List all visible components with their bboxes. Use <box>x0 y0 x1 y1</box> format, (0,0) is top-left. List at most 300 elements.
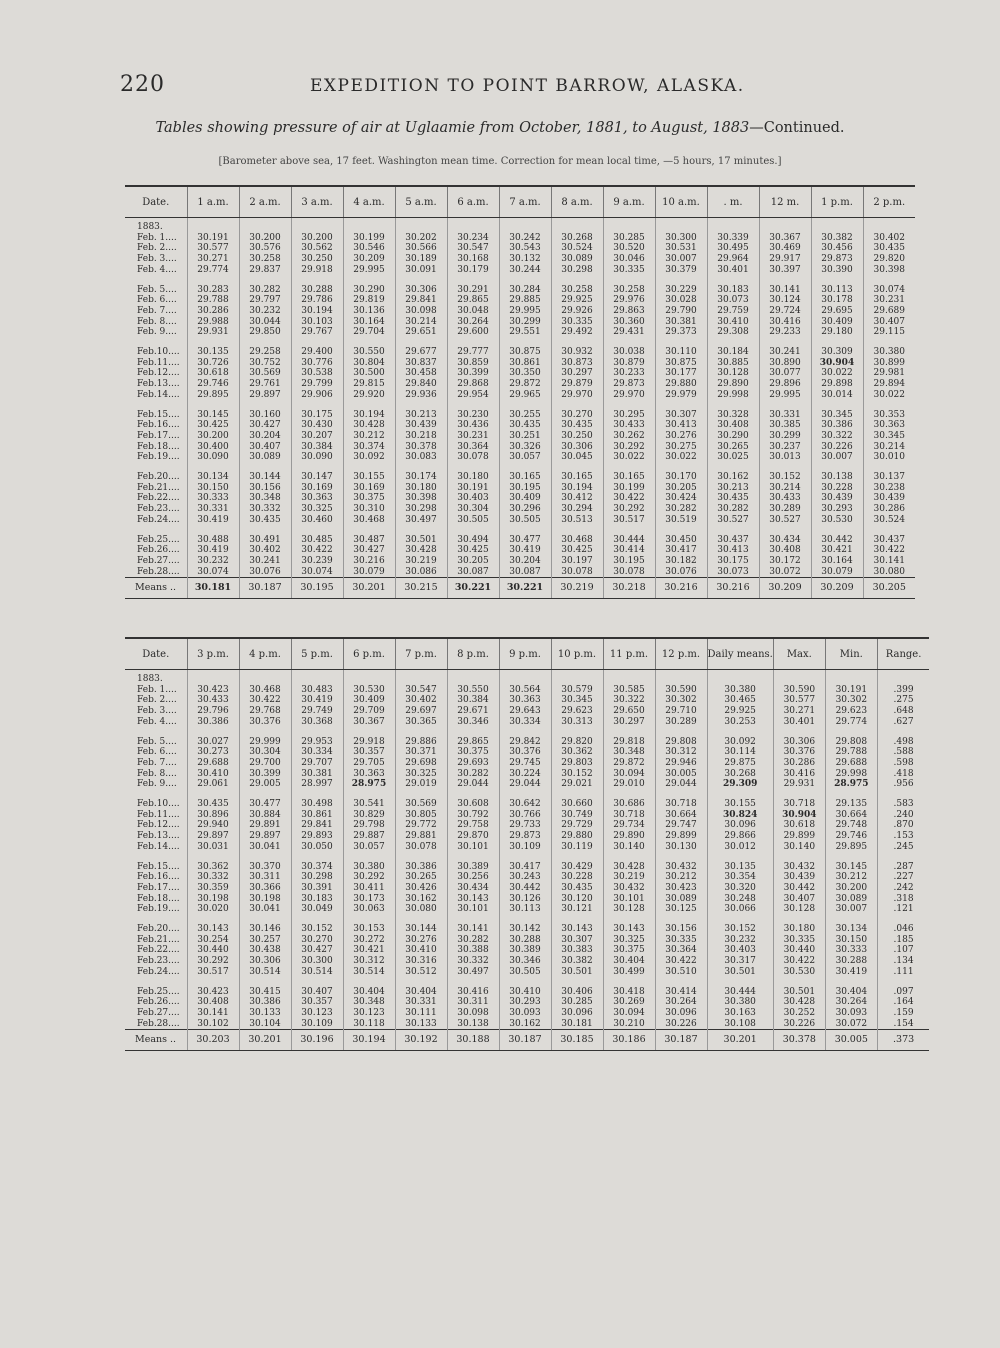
empty-cell <box>447 463 499 472</box>
value-cell: 30.406 <box>551 987 603 998</box>
value-cell: 30.408 <box>707 420 759 431</box>
value-cell: 30.306 <box>239 956 291 967</box>
value-cell: 30.199 <box>603 483 655 494</box>
value-cell: 30.428 <box>395 545 447 556</box>
value-cell: 29.880 <box>551 831 603 842</box>
value-cell: 30.256 <box>447 872 499 883</box>
value-cell: 30.299 <box>499 317 551 328</box>
value-cell: 29.897 <box>239 390 291 401</box>
value-cell: 30.426 <box>395 883 447 894</box>
empty-cell <box>551 218 603 233</box>
value-cell: 30.300 <box>291 956 343 967</box>
empty-cell <box>395 790 447 799</box>
empty-cell <box>499 463 551 472</box>
value-cell: .245 <box>893 841 914 852</box>
value-cell: 30.354 <box>707 872 773 883</box>
value-cell: 30.268 <box>551 233 603 244</box>
value-cell: 29.837 <box>239 265 291 276</box>
means-cell: 30.209 <box>811 578 863 599</box>
value-cell: 30.569 <box>395 799 447 810</box>
table-row <box>125 695 929 706</box>
value-cell: 29.258 <box>239 347 291 358</box>
value-cell: 30.079 <box>811 567 863 578</box>
value-cell: 29.918 <box>343 737 395 748</box>
empty-cell <box>759 463 811 472</box>
empty-cell <box>239 978 291 987</box>
table-row <box>125 347 915 358</box>
value-cell: 30.718 <box>655 799 707 810</box>
value-cell: 30.423 <box>655 883 707 894</box>
value-cell: .275 <box>893 695 914 706</box>
value-cell: 30.102 <box>187 1019 239 1030</box>
value-cell: .240 <box>893 809 914 820</box>
date-cell: Feb. 1.... <box>125 685 187 696</box>
value-cell: 30.103 <box>291 317 343 328</box>
table-row <box>125 717 929 728</box>
value-cell: 30.498 <box>291 799 343 810</box>
value-cell: 30.368 <box>291 717 343 728</box>
value-cell: 30.904 <box>773 810 825 821</box>
value-cell: 30.258 <box>239 254 291 265</box>
date-cell: Feb.26.... <box>125 997 187 1008</box>
value-cell: 29.920 <box>343 390 395 401</box>
column-header: 3 p.m. <box>187 638 239 670</box>
value-cell: 30.162 <box>499 1019 551 1030</box>
empty-cell <box>343 670 395 685</box>
empty-cell <box>343 728 395 737</box>
empty-cell <box>447 526 499 535</box>
value-cell: 30.547 <box>447 243 499 254</box>
value-cell: 30.401 <box>773 717 825 728</box>
group-gap <box>125 276 915 285</box>
value-cell: 30.028 <box>655 295 707 306</box>
value-cell: 30.160 <box>239 410 291 421</box>
value-cell: 30.080 <box>395 904 447 915</box>
empty-cell <box>187 670 239 685</box>
date-cell: Feb.16.... <box>125 420 187 431</box>
value-cell: 30.428 <box>773 997 825 1008</box>
empty-cell <box>551 915 603 924</box>
value-cell: 29.970 <box>551 390 603 401</box>
value-cell: 30.312 <box>655 747 707 758</box>
means-label: Means .. <box>125 578 187 599</box>
value-cell: 29.688 <box>825 758 877 769</box>
value-cell: 30.294 <box>551 504 603 515</box>
value-cell: 30.435 <box>551 883 603 894</box>
date-cell: Feb.24.... <box>125 967 187 978</box>
value-cell: 30.407 <box>773 894 825 905</box>
empty-cell <box>811 526 863 535</box>
value-cell: 30.513 <box>551 515 603 526</box>
empty-cell <box>551 276 603 285</box>
value-cell: 30.096 <box>551 1008 603 1019</box>
value-cell: 30.264 <box>825 997 877 1008</box>
empty-cell <box>655 218 707 233</box>
value-cell: 30.514 <box>343 967 395 978</box>
empty-cell <box>707 728 773 737</box>
value-cell: 30.427 <box>291 945 343 956</box>
empty-cell <box>239 218 291 233</box>
value-cell: 30.205 <box>655 483 707 494</box>
value-cell: 30.885 <box>707 358 759 369</box>
column-header: 7 p.m. <box>395 638 447 670</box>
value-cell: 30.214 <box>759 483 811 494</box>
value-cell: 30.439 <box>773 872 825 883</box>
value-cell: 30.290 <box>707 431 759 442</box>
value-cell: 29.135 <box>825 799 877 810</box>
value-cell: 30.244 <box>499 265 551 276</box>
value-cell: 30.143 <box>551 924 603 935</box>
value-cell: 29.019 <box>395 779 447 790</box>
means-cell: 30.216 <box>655 578 707 599</box>
empty-cell <box>603 915 655 924</box>
value-cell: 30.093 <box>825 1008 877 1019</box>
value-cell: 30.642 <box>499 799 551 810</box>
empty-cell <box>187 218 239 233</box>
empty-cell <box>707 978 773 987</box>
value-cell: 30.027 <box>187 737 239 748</box>
value-cell: 30.170 <box>655 472 707 483</box>
value-cell: 30.399 <box>447 368 499 379</box>
value-cell: 30.173 <box>343 894 395 905</box>
value-cell: 30.057 <box>499 452 551 463</box>
table-row <box>125 368 915 379</box>
value-cell: .956 <box>893 779 914 790</box>
value-cell: 30.253 <box>707 717 773 728</box>
value-cell: 30.320 <box>707 883 773 894</box>
value-cell: 30.302 <box>825 695 877 706</box>
value-cell: 29.885 <box>499 295 551 306</box>
value-cell: 30.402 <box>239 545 291 556</box>
value-cell: 30.359 <box>187 883 239 894</box>
value-cell: 30.078 <box>447 452 499 463</box>
value-cell: 30.111 <box>395 1008 447 1019</box>
value-cell: 30.022 <box>603 452 655 463</box>
table-row <box>125 945 929 956</box>
value-cell: 30.302 <box>655 695 707 706</box>
value-cell: 30.590 <box>655 685 707 696</box>
value-cell: 30.076 <box>239 567 291 578</box>
value-cell: 29.926 <box>551 306 603 317</box>
value-cell: 30.309 <box>811 347 863 358</box>
value-cell: 30.530 <box>773 967 825 978</box>
empty-cell <box>499 276 551 285</box>
value-cell: 30.376 <box>239 717 291 728</box>
table-row <box>125 987 929 998</box>
empty-cell <box>877 978 929 987</box>
value-cell: 29.758 <box>447 820 499 831</box>
value-cell: 29.803 <box>551 758 603 769</box>
value-cell: 30.140 <box>603 842 655 853</box>
value-cell: 29.796 <box>187 706 239 717</box>
value-cell: 30.282 <box>239 285 291 296</box>
means-cell: 30.186 <box>603 1030 655 1051</box>
value-cell: 30.128 <box>707 368 759 379</box>
value-cell: 30.485 <box>291 535 343 546</box>
value-cell: 30.090 <box>187 452 239 463</box>
value-cell: 30.126 <box>499 894 551 905</box>
value-cell: 30.792 <box>447 810 499 821</box>
value-cell: 30.228 <box>551 872 603 883</box>
date-cell: Feb.22.... <box>125 493 187 504</box>
date-cell: Feb.23.... <box>125 956 187 967</box>
value-cell: 30.859 <box>447 358 499 369</box>
empty-cell <box>447 276 499 285</box>
empty-cell <box>551 853 603 862</box>
value-cell: 30.214 <box>395 317 447 328</box>
value-cell: 30.306 <box>551 442 603 453</box>
empty-cell <box>863 401 915 410</box>
means-cell: 30.005 <box>825 1030 877 1051</box>
value-cell: 30.391 <box>291 883 343 894</box>
value-cell: 30.456 <box>811 243 863 254</box>
value-cell: 30.804 <box>343 358 395 369</box>
value-cell: 30.304 <box>239 747 291 758</box>
value-cell: 30.212 <box>343 431 395 442</box>
value-cell: 30.229 <box>655 285 707 296</box>
value-cell: 29.746 <box>825 831 877 842</box>
value-cell: 30.438 <box>239 945 291 956</box>
table-row <box>125 556 915 567</box>
value-cell: 30.180 <box>447 472 499 483</box>
value-cell: 30.404 <box>395 987 447 998</box>
table-row <box>125 685 929 696</box>
empty-cell <box>291 790 343 799</box>
value-cell: 30.289 <box>655 717 707 728</box>
empty-cell <box>603 526 655 535</box>
value-cell: 30.049 <box>291 904 343 915</box>
value-cell: 29.734 <box>603 820 655 831</box>
column-header: 7 a.m. <box>499 186 551 218</box>
date-cell: Feb. 7.... <box>125 306 187 317</box>
value-cell: .588 <box>893 747 914 758</box>
table-row <box>125 924 929 935</box>
date-cell: Feb.21.... <box>125 483 187 494</box>
empty-cell <box>125 276 187 285</box>
value-cell: 30.837 <box>395 358 447 369</box>
empty-cell <box>603 276 655 285</box>
value-cell: 30.251 <box>499 431 551 442</box>
value-cell: 30.414 <box>603 545 655 556</box>
value-cell: 29.936 <box>395 390 447 401</box>
empty-cell <box>863 338 915 347</box>
empty-cell <box>291 276 343 285</box>
value-cell: 30.569 <box>239 368 291 379</box>
value-cell: 30.419 <box>825 967 877 978</box>
empty-cell <box>125 401 187 410</box>
value-cell: 30.468 <box>239 685 291 696</box>
value-cell: 30.218 <box>395 431 447 442</box>
date-cell: Feb.19.... <box>125 452 187 463</box>
value-cell: 30.353 <box>873 409 905 420</box>
empty-cell <box>603 853 655 862</box>
table-row <box>125 285 915 296</box>
value-cell: 30.121 <box>551 904 603 915</box>
empty-cell <box>825 728 877 737</box>
value-cell: .287 <box>893 861 914 872</box>
value-cell: 30.194 <box>551 483 603 494</box>
value-cell: 30.435 <box>551 420 603 431</box>
value-cell: 30.404 <box>343 987 395 998</box>
table-row <box>125 758 929 769</box>
empty-cell <box>187 853 239 862</box>
value-cell: 29.697 <box>395 706 447 717</box>
value-cell: 30.138 <box>811 472 863 483</box>
date-cell: Feb. 5.... <box>125 737 187 748</box>
empty-cell <box>499 853 551 862</box>
value-cell: 30.386 <box>395 862 447 873</box>
value-cell: 30.374 <box>343 442 395 453</box>
empty-cell <box>447 790 499 799</box>
value-cell: 30.421 <box>343 945 395 956</box>
empty-cell <box>603 728 655 737</box>
value-cell: 30.175 <box>291 410 343 421</box>
value-cell: 30.048 <box>447 306 499 317</box>
value-cell: 29.005 <box>239 779 291 790</box>
empty-cell <box>291 978 343 987</box>
value-cell: 30.128 <box>603 904 655 915</box>
empty-cell <box>343 401 395 410</box>
group-gap <box>125 728 929 737</box>
date-cell: Feb.21.... <box>125 935 187 946</box>
value-cell: 30.527 <box>759 515 811 526</box>
value-cell: 30.204 <box>499 556 551 567</box>
value-cell: 28.997 <box>291 779 343 790</box>
empty-cell <box>863 276 915 285</box>
value-cell: 30.191 <box>825 685 877 696</box>
value-cell: 29.886 <box>395 737 447 748</box>
value-cell: 30.322 <box>811 431 863 442</box>
value-cell: 30.896 <box>187 810 239 821</box>
column-header: 6 a.m. <box>447 186 499 218</box>
value-cell: 30.562 <box>291 243 343 254</box>
value-cell: 30.073 <box>707 567 759 578</box>
column-header: 1 a.m. <box>187 186 239 218</box>
value-cell: 30.316 <box>395 956 447 967</box>
value-cell: 29.600 <box>447 327 499 338</box>
value-cell: 30.409 <box>811 317 863 328</box>
date-cell: Feb.14.... <box>125 390 187 401</box>
value-cell: 30.258 <box>551 285 603 296</box>
value-cell: 30.044 <box>239 317 291 328</box>
value-cell: 30.419 <box>499 545 551 556</box>
empty-cell <box>447 218 499 233</box>
date-cell: Feb. 2.... <box>125 243 187 254</box>
value-cell: 30.686 <box>603 799 655 810</box>
value-cell: 30.384 <box>291 442 343 453</box>
value-cell: 30.087 <box>499 567 551 578</box>
value-cell: 30.664 <box>655 810 707 821</box>
value-cell: 30.212 <box>655 872 707 883</box>
value-cell: 30.423 <box>187 685 239 696</box>
table-row <box>125 442 915 453</box>
value-cell: 30.348 <box>343 997 395 1008</box>
value-cell: 30.074 <box>873 284 905 295</box>
value-cell: 30.195 <box>499 483 551 494</box>
empty-cell <box>291 670 343 685</box>
empty-cell <box>603 338 655 347</box>
title-suffix: —Continued. <box>749 120 845 136</box>
value-cell: 30.435 <box>187 799 239 810</box>
value-cell: 29.808 <box>825 737 877 748</box>
value-cell: 30.410 <box>499 987 551 998</box>
value-cell: 30.413 <box>655 420 707 431</box>
empty-cell <box>343 853 395 862</box>
value-cell: 30.367 <box>759 233 811 244</box>
value-cell: 29.875 <box>707 758 773 769</box>
value-cell: 30.087 <box>447 567 499 578</box>
value-cell: 30.272 <box>343 935 395 946</box>
value-cell: 29.998 <box>707 390 759 401</box>
value-cell: 30.162 <box>395 894 447 905</box>
value-cell: 30.363 <box>291 493 343 504</box>
value-cell: 30.430 <box>291 420 343 431</box>
table-row <box>125 317 915 328</box>
value-cell: 30.213 <box>707 483 759 494</box>
group-gap <box>125 526 915 535</box>
value-cell: 29.870 <box>447 831 499 842</box>
empty-cell <box>707 526 759 535</box>
date-cell: Feb.20.... <box>125 924 187 935</box>
group-gap <box>125 978 929 987</box>
column-header: 11 p.m. <box>603 638 655 670</box>
value-cell: 30.296 <box>499 504 551 515</box>
value-cell: 30.505 <box>499 515 551 526</box>
value-cell: 29.895 <box>187 390 239 401</box>
date-cell: Feb.15.... <box>125 410 187 421</box>
date-cell: Feb.28.... <box>125 1019 187 1030</box>
table-row <box>125 842 929 853</box>
empty-cell <box>773 853 825 862</box>
empty-cell <box>863 218 915 233</box>
empty-cell <box>707 276 759 285</box>
value-cell: 30.357 <box>343 747 395 758</box>
value-cell: 30.109 <box>499 842 551 853</box>
value-cell: 30.495 <box>707 243 759 254</box>
value-cell: 30.150 <box>825 935 877 946</box>
empty-cell <box>825 670 877 685</box>
table-row <box>125 254 915 265</box>
table-note: [Barometer above sea, 17 feet. Washington mean time. Correction for mean local time, —5 hours, 17 minutes.] <box>218 156 782 167</box>
value-cell: 30.312 <box>343 956 395 967</box>
value-cell: 30.101 <box>603 894 655 905</box>
value-cell: 30.252 <box>773 1008 825 1019</box>
empty-cell <box>291 915 343 924</box>
value-cell: 30.200 <box>239 233 291 244</box>
empty-cell <box>343 338 395 347</box>
empty-cell <box>239 401 291 410</box>
value-cell: 29.749 <box>291 706 343 717</box>
value-cell: .185 <box>893 934 914 945</box>
value-cell: 30.144 <box>239 472 291 483</box>
value-cell: 30.292 <box>343 872 395 883</box>
value-cell: 30.178 <box>811 295 863 306</box>
value-cell: 30.213 <box>395 410 447 421</box>
value-cell: 30.130 <box>655 842 707 853</box>
value-cell: 30.439 <box>811 493 863 504</box>
value-cell: 30.367 <box>343 717 395 728</box>
empty-cell <box>187 338 239 347</box>
value-cell: 30.313 <box>551 717 603 728</box>
empty-cell <box>239 276 291 285</box>
value-cell: 30.311 <box>447 997 499 1008</box>
value-cell: 30.442 <box>499 883 551 894</box>
value-cell: 29.887 <box>343 831 395 842</box>
value-cell: 30.219 <box>603 872 655 883</box>
value-cell: 30.079 <box>343 567 395 578</box>
means-cell: 30.187 <box>655 1030 707 1051</box>
table-row <box>125 431 915 442</box>
